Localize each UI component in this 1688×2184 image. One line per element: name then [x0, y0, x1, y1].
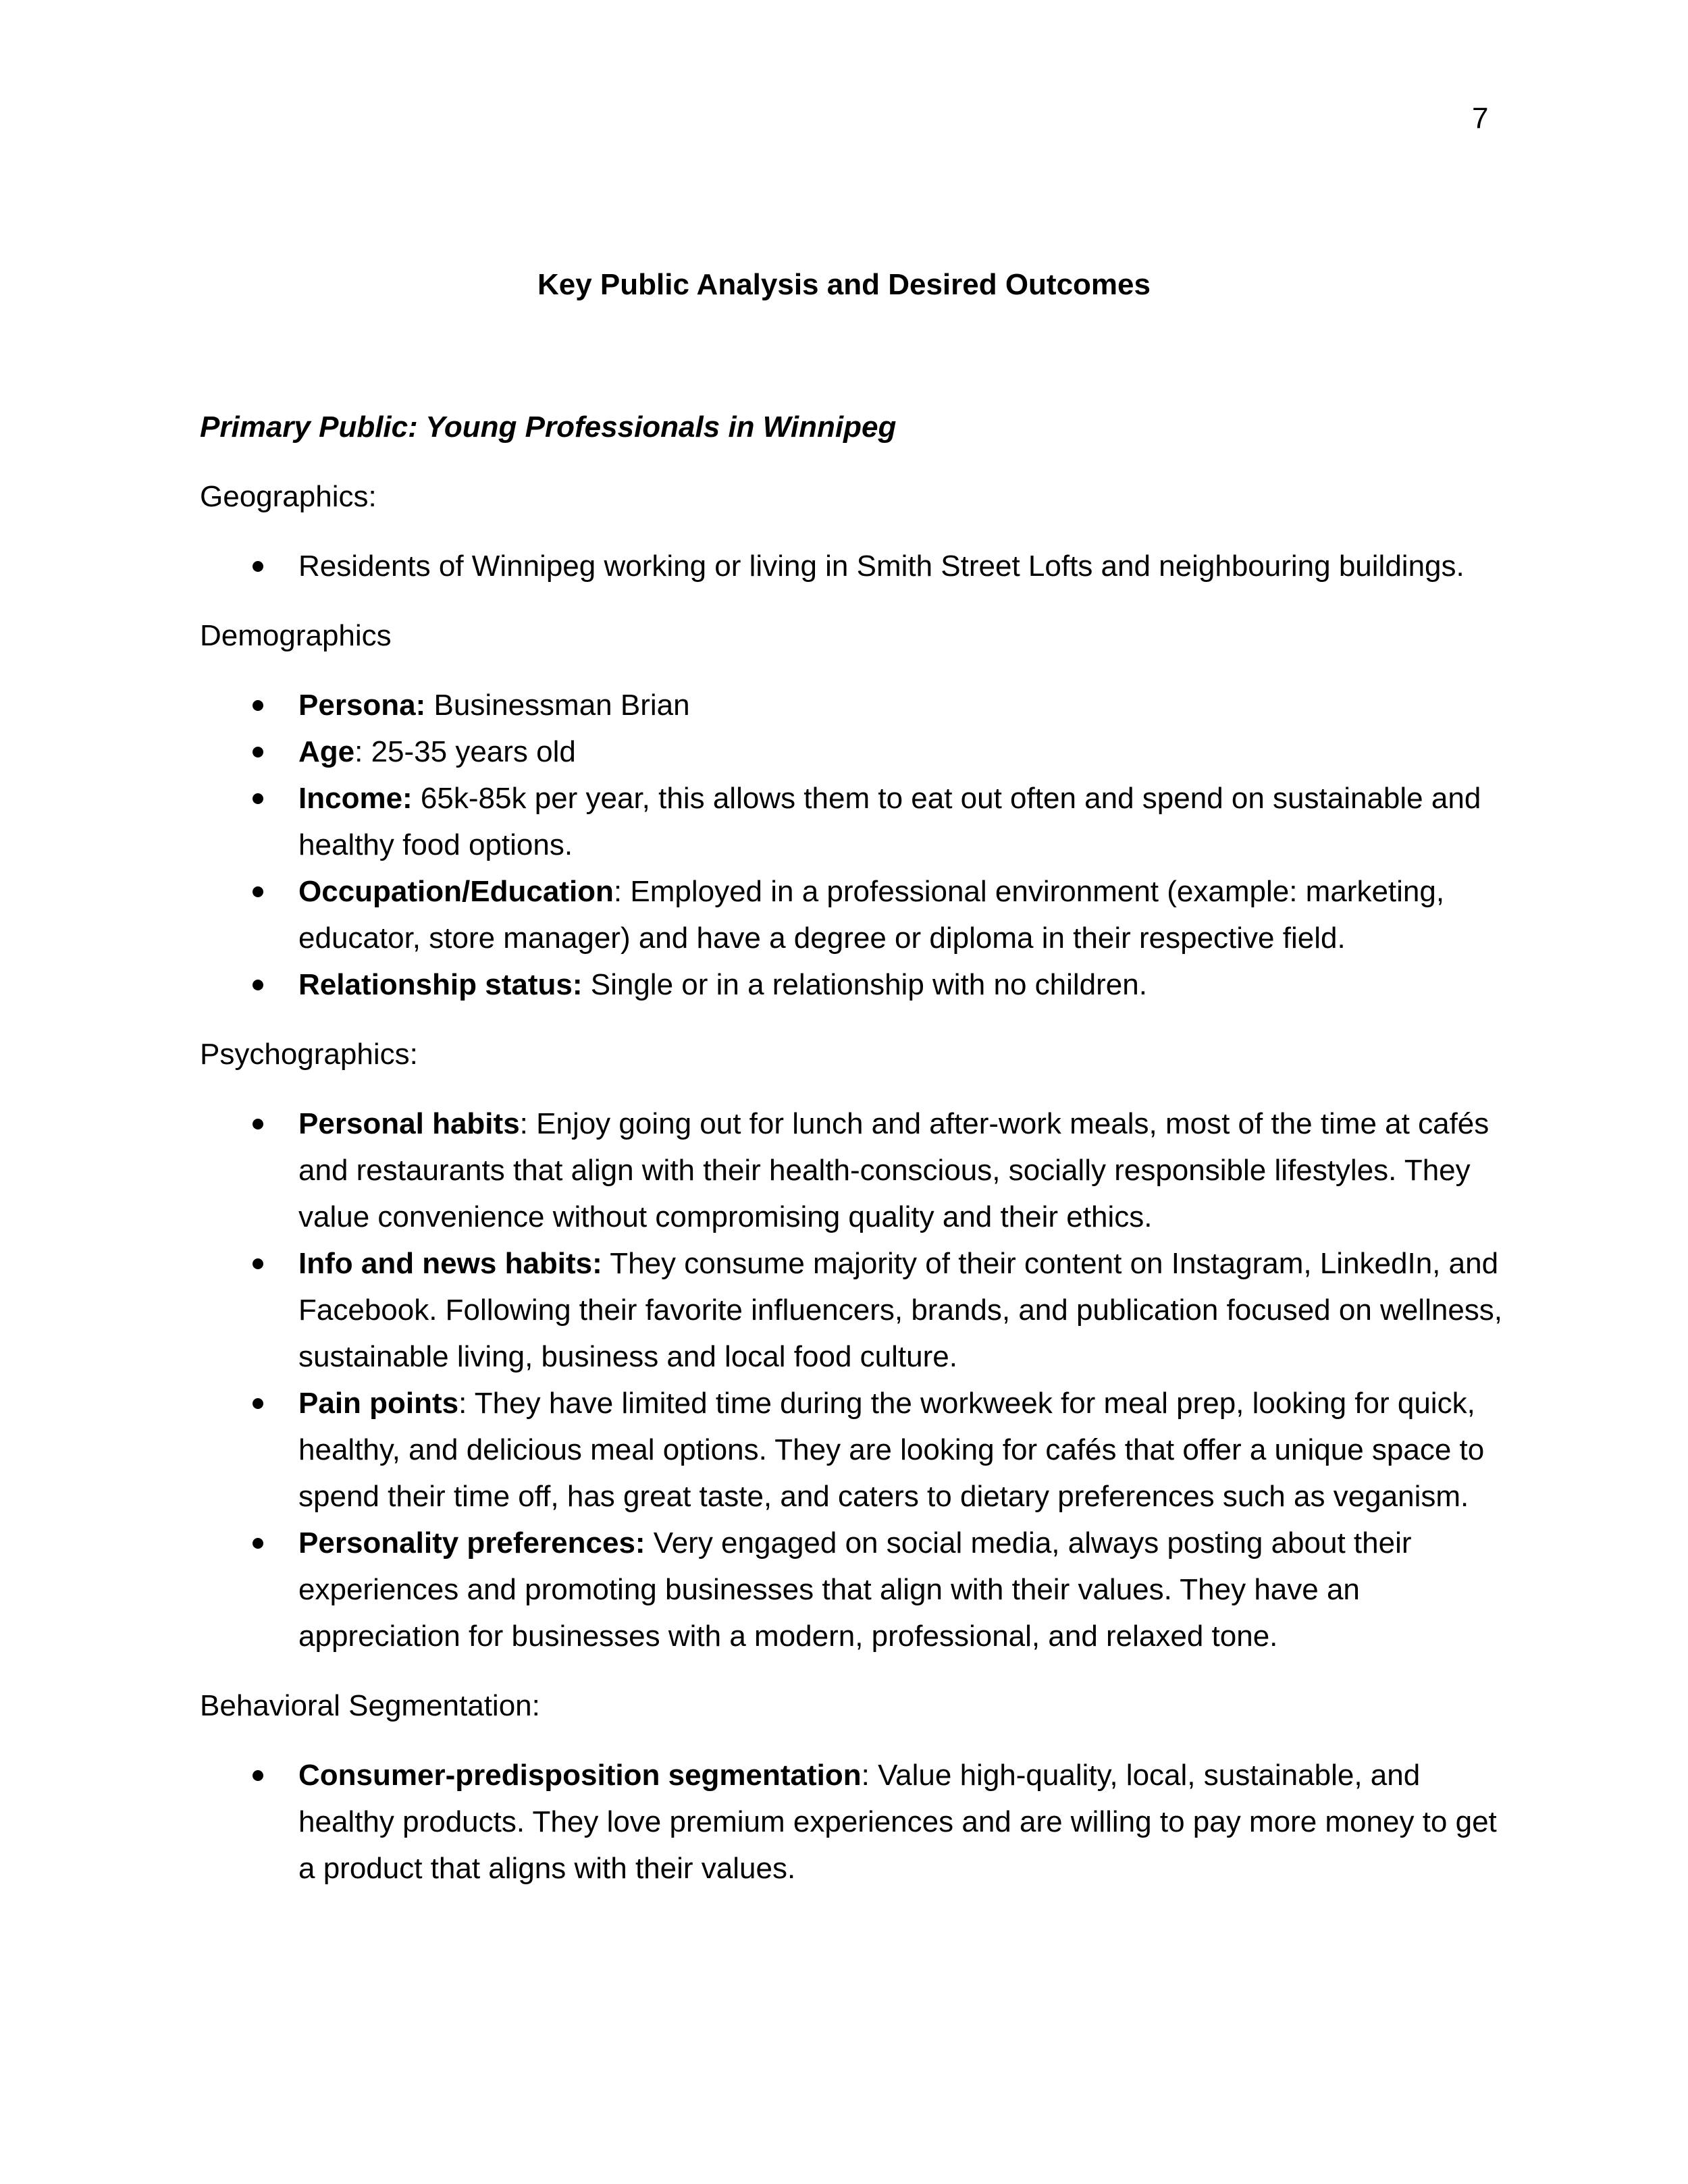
item-text: Businessman Brian	[425, 689, 690, 722]
item-text: Very engaged on social media, always posting about their experiences and promoting businesses that align with their values. They have an appreciation for businesses with a modern, professional, and relaxed tone.	[298, 1526, 1412, 1653]
behavioral-segmentation-list	[200, 1752, 1510, 1892]
geographics-list	[200, 543, 1510, 589]
bullet-icon	[253, 1770, 263, 1781]
list-item	[200, 961, 1510, 1008]
list-item	[200, 1100, 1510, 1240]
item-term: Consumer-predisposition segmentation	[298, 1759, 862, 1792]
demographics-label: Demographics	[200, 619, 392, 652]
bullet-icon	[253, 561, 263, 572]
item-text: : Employed in a professional environment (example: marketing, educator, store manager) and have a degree or diploma in their respective field.	[298, 875, 1445, 955]
bullet-icon	[253, 1258, 263, 1269]
item-term: Pain points	[298, 1387, 459, 1420]
document-body	[200, 404, 1510, 1915]
bullet-icon	[253, 1119, 263, 1129]
item-text: 65k-85k per year, this allows them to eat out often and spend on sustainable and healthy food options.	[298, 782, 1481, 861]
item-term: Relationship status:	[298, 968, 583, 1001]
page-number: 7	[1472, 102, 1489, 135]
bullet-icon	[253, 886, 263, 897]
item-text: Residents of Winnipeg working or living in Smith Street Lofts and neighbouring buildings.	[298, 550, 1465, 583]
item-text: : Value high-quality, local, sustainable, and healthy products. They love premium experiences and are willing to pay more money to get a product that aligns with their values.	[298, 1759, 1497, 1885]
list-item	[200, 1520, 1510, 1659]
item-text: : They have limited time during the workweek for meal prep, looking for quick, healthy, and delicious meal options. They are looking for cafés that offer a unique space to spend their time off, has great taste, and caters to dietary preferences such as veganism.	[298, 1387, 1485, 1513]
list-item	[200, 1380, 1510, 1520]
item-term: Age	[298, 735, 355, 768]
primary-public-heading: Primary Public: Young Professionals in Winnipeg	[200, 410, 897, 444]
page-title: Key Public Analysis and Desired Outcomes	[537, 268, 1151, 301]
bullet-icon	[253, 793, 263, 804]
geographics-label: Geographics:	[200, 480, 377, 513]
item-text: : 25-35 years old	[354, 735, 576, 768]
bullet-icon	[253, 980, 263, 990]
item-text: : Enjoy going out for lunch and after-work meals, most of the time at cafés and restaurants that align with their health-conscious, socially responsible lifestyles. They value convenience without compromising quality and their ethics.	[298, 1107, 1489, 1233]
list-item	[200, 1752, 1510, 1892]
item-term: Personality preferences:	[298, 1526, 645, 1560]
item-term: Persona:	[298, 689, 426, 722]
item-term: Personal habits	[298, 1107, 520, 1140]
bullet-icon	[253, 1398, 263, 1409]
demographics-list	[200, 682, 1510, 1008]
bullet-icon	[253, 747, 263, 757]
psychographics-label: Psychographics:	[200, 1038, 418, 1071]
item-term: Occupation/Education	[298, 875, 614, 908]
bullet-icon	[253, 700, 263, 711]
list-item	[200, 543, 1510, 589]
psychographics-list	[200, 1100, 1510, 1659]
item-text: Single or in a relationship with no children.	[582, 968, 1147, 1001]
list-item	[200, 868, 1510, 961]
behavioral-segmentation-label: Behavioral Segmentation:	[200, 1689, 540, 1722]
item-term: Income:	[298, 782, 413, 815]
list-item	[200, 1240, 1510, 1380]
list-item	[200, 775, 1510, 868]
bullet-icon	[253, 1538, 263, 1549]
list-item	[200, 682, 1510, 728]
item-text: They consume majority of their content on Instagram, LinkedIn, and Facebook. Following their favorite influencers, brands, and publication focused on wellness, sustainable living, business and local food culture.	[298, 1247, 1503, 1373]
list-item	[200, 728, 1510, 775]
item-term: Info and news habits:	[298, 1247, 602, 1280]
